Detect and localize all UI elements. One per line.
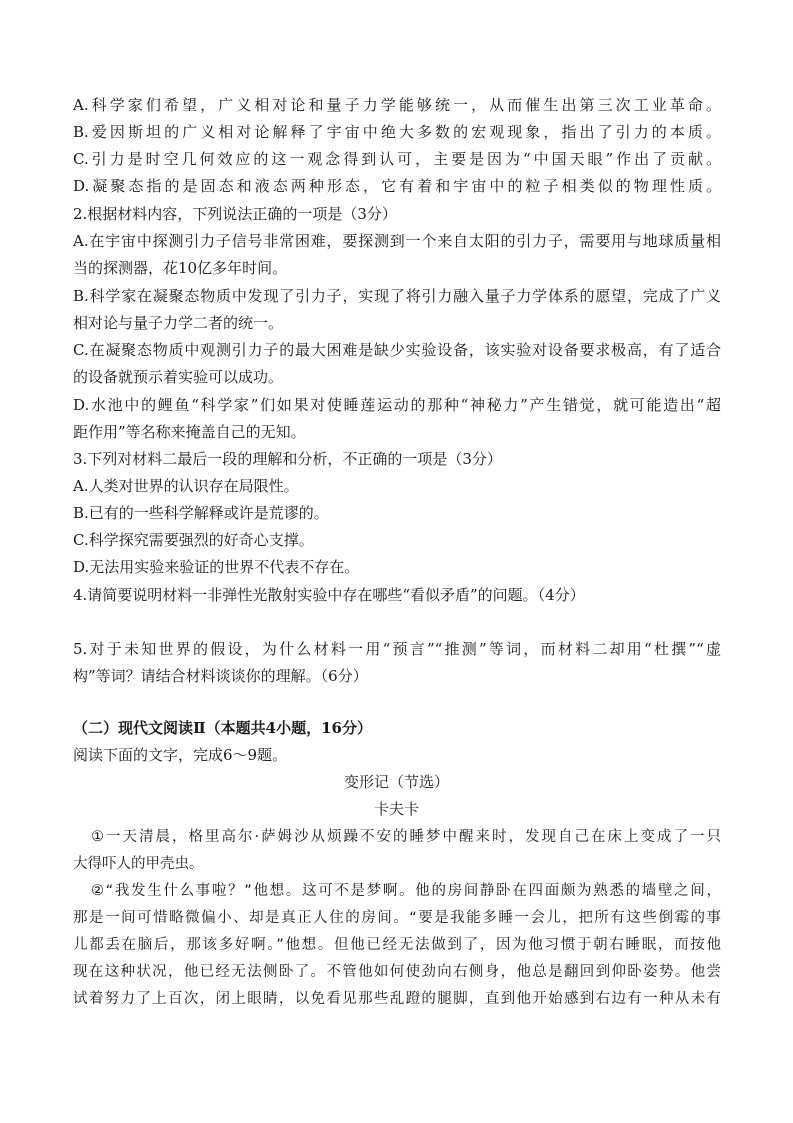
passage-title: 变形记（节选） xyxy=(343,773,449,791)
q2-option-c-line1: C.在凝聚态物质中观测引力子的最大困难是缺少实验设备，该实验对设备要求极高，有了适合 xyxy=(73,341,721,359)
paragraph-2-line5: 试着努力了上百次，闭上眼睛，以免看见那些乱蹬的腿脚，直到他开始感到右边有一种从未有 xyxy=(73,991,721,1007)
q1-option-a: A.科学家们希望，广义相对论和量子力学能够统一，从而催生出第三次工业革命。 xyxy=(73,96,721,114)
paragraph-1-line2: 大得吓人的甲壳虫。 xyxy=(73,856,204,872)
q2-option-a-line1: A.在宇宙中探测引力子信号非常困难，要探测到一个来自太阳的引力子，需要用与地球质量相 xyxy=(73,232,721,250)
paragraph-2-line4: 现在这种状况，他已经无法侧卧了。不管他如何使劲向右侧身，他总是翻回到仰卧姿势。他尝 xyxy=(73,964,721,980)
q5-stem-line1: 5.对于未知世界的假设，为什么材料一用“预言”“推测”等词，而材料二却用“杜撰”“虚 xyxy=(73,640,721,658)
paragraph-2-line1: ②“我发生什么事啦？”他想。这可不是梦啊。他的房间静卧在四面颇为熟悉的墙壁之间， xyxy=(91,883,721,899)
q2-option-a-line2: 当的探测器，花10亿多年时间。 xyxy=(73,259,288,277)
q1-option-c: C.引力是时空几何效应的这一观念得到认可，主要是因为“中国天眼”作出了贡献。 xyxy=(73,150,721,168)
paragraph-2-line2: 那是一间可惜略微偏小、却是真正人住的房间。“要是我能多睡一会儿，把所有这些倒霉的事 xyxy=(73,910,721,926)
passage-author: 卡夫卡 xyxy=(373,800,419,818)
q1-option-b: B.爱因斯坦的广义相对论解释了宇宙中绝大多数的宏观现象，指出了引力的本质。 xyxy=(73,123,721,141)
q5-stem-line2: 构”等词？请结合材料谈谈你的理解。（6分） xyxy=(73,667,368,685)
q2-option-b-line1: B.科学家在凝聚态物质中发现了引力子，实现了将引力融入量子力学体系的愿望，完成了广义 xyxy=(73,287,721,305)
q1-option-d: D.凝聚态指的是固态和液态两种形态，它有着和宇宙中的粒子相类似的物理性质。 xyxy=(73,177,721,195)
q3-option-b: B.已有的一些科学解释或许是荒谬的。 xyxy=(73,504,329,522)
q3-stem: 3.下列对材料二最后一段的理解和分析，不正确的一项是（3分） xyxy=(73,450,502,468)
q2-option-d-line2: 距作用”等名称来掩盖自己的无知。 xyxy=(73,423,306,441)
q2-stem: 2.根据材料内容，下列说法正确的一项是（3分） xyxy=(73,205,397,223)
section-instruction: 阅读下面的文字，完成6～9题。 xyxy=(73,746,288,764)
paragraph-2-line3: 儿都丢在脑后，那该多好啊。”他想。但他已经无法做到了，因为他习惯于朝右睡眠，而按他 xyxy=(73,937,721,953)
q2-option-d-line1: D.水池中的鲤鱼“科学家”们如果对使睡莲运动的那种“神秘力”产生错觉，就可能造出“超 xyxy=(73,396,721,414)
q3-option-c: C.科学探究需要强烈的好奇心支撑。 xyxy=(73,531,314,549)
paragraph-1-line1: ①一天清晨，格里高尔·萨姆沙从烦躁不安的睡梦中醒来时，发现自己在床上变成了一只 xyxy=(91,829,721,845)
q2-option-b-line2: 相对论与量子力学二者的统一。 xyxy=(73,314,284,332)
q4-stem: 4.请简要说明材料一非弹性光散射实验中存在哪些“看似矛盾”的问题。（4分） xyxy=(73,586,585,604)
q3-option-d: D.无法用实验来验证的世界不代表不存在。 xyxy=(73,558,360,576)
q3-option-a: A.人类对世界的认识存在局限性。 xyxy=(73,477,299,495)
q2-option-c-line2: 的设备就预示着实验可以成功。 xyxy=(73,368,284,386)
section-heading: （二）现代文阅读Ⅱ（本题共4小题，16分） xyxy=(73,719,372,737)
